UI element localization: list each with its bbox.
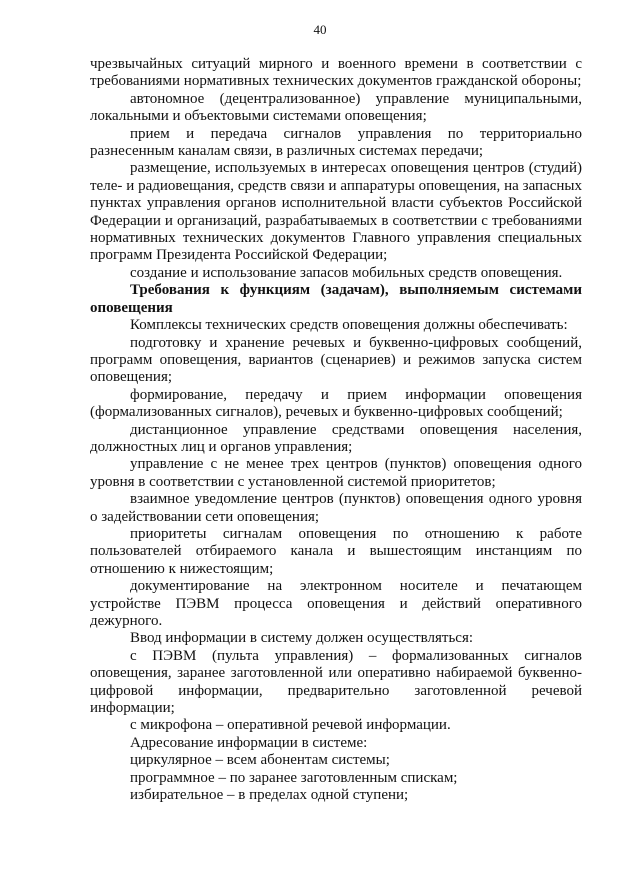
paragraph-10: дистанционное управление средствами оповещения населения, должностных лиц и органов управления; xyxy=(90,421,582,455)
section-heading: Требования к функциям (задачам), выполняемым системами оповещения xyxy=(90,282,582,316)
paragraph-21: избирательное – в пределах одной ступени; xyxy=(130,787,409,804)
paragraph-15: Ввод информации в систему должен осуществляться: xyxy=(130,630,474,647)
paragraph-2: автономное (децентрализованное) управление муниципальными, локальными и объектовыми системами оповещения; xyxy=(90,90,582,125)
paragraph-7: Комплексы технических средств оповещения должны обеспечивать: xyxy=(130,317,568,334)
paragraph-14: документирование на электронном носителе и печатающем устройстве ПЭВМ процесса оповещения и действий оперативного дежурного. xyxy=(90,578,582,629)
document-body xyxy=(90,56,582,804)
paragraph-11: управление с не менее трех центров (пунктов) оповещения одного уровня в соответствии с установленной системой приоритетов; xyxy=(90,456,582,490)
paragraph-19: циркулярное – всем абонентам системы; xyxy=(130,752,390,769)
paragraph-18: Адресование информации в системе: xyxy=(130,734,368,751)
paragraph-1: чрезвычайных ситуаций мирного и военного времени в соответствии с требованиями нормативных технических документов гражданской обороны; xyxy=(90,56,582,90)
page-number: 40 xyxy=(313,22,327,37)
paragraph-13: приоритеты сигналам оповещения по отношению к работе пользователей отбираемого канала и вышестоящим инстанциям по отношению к нижестоящим; xyxy=(90,525,582,577)
paragraph-9: формирование, передачу и прием информации оповещения (формализованных сигналов), речевых и буквенно-цифровых сообщений; xyxy=(90,386,582,421)
paragraph-20: программное – по заранее заготовленным спискам; xyxy=(130,769,458,786)
paragraph-16: с ПЭВМ (пульта управления) – формализованных сигналов оповещения, заранее заготовленной или оперативно набираемой буквенно-цифровой информации, предварительно заготовленной речевой информации; xyxy=(90,647,582,717)
paragraph-8: подготовку и хранение речевых и буквенно-цифровых сообщений, программ оповещения, вариантов (сценариев) и режимов запуска систем оповещения; xyxy=(90,334,582,386)
paragraph-5: создание и использование запасов мобильных средств оповещения. xyxy=(130,264,563,281)
paragraph-17: с микрофона – оперативной речевой информации. xyxy=(130,717,451,734)
paragraph-3: прием и передача сигналов управления по территориально разнесенным каналам связи, в различных системах передачи; xyxy=(90,125,582,160)
paragraph-12: взаимное уведомление центров (пунктов) оповещения одного уровня о задействовании сети оповещения; xyxy=(90,491,582,525)
paragraph-4: размещение, используемых в интересах оповещения центров (студий) теле- и радиовещания, средств связи и аппаратуры оповещения, на запасных пунктах управления органов исполнительной власти субъектов Российской Федерации и организаций, разрабатываемых в соответствии с требованиями нормативных технических документов Главного управления специальных программ Президента Российской Федерации; xyxy=(90,160,582,264)
